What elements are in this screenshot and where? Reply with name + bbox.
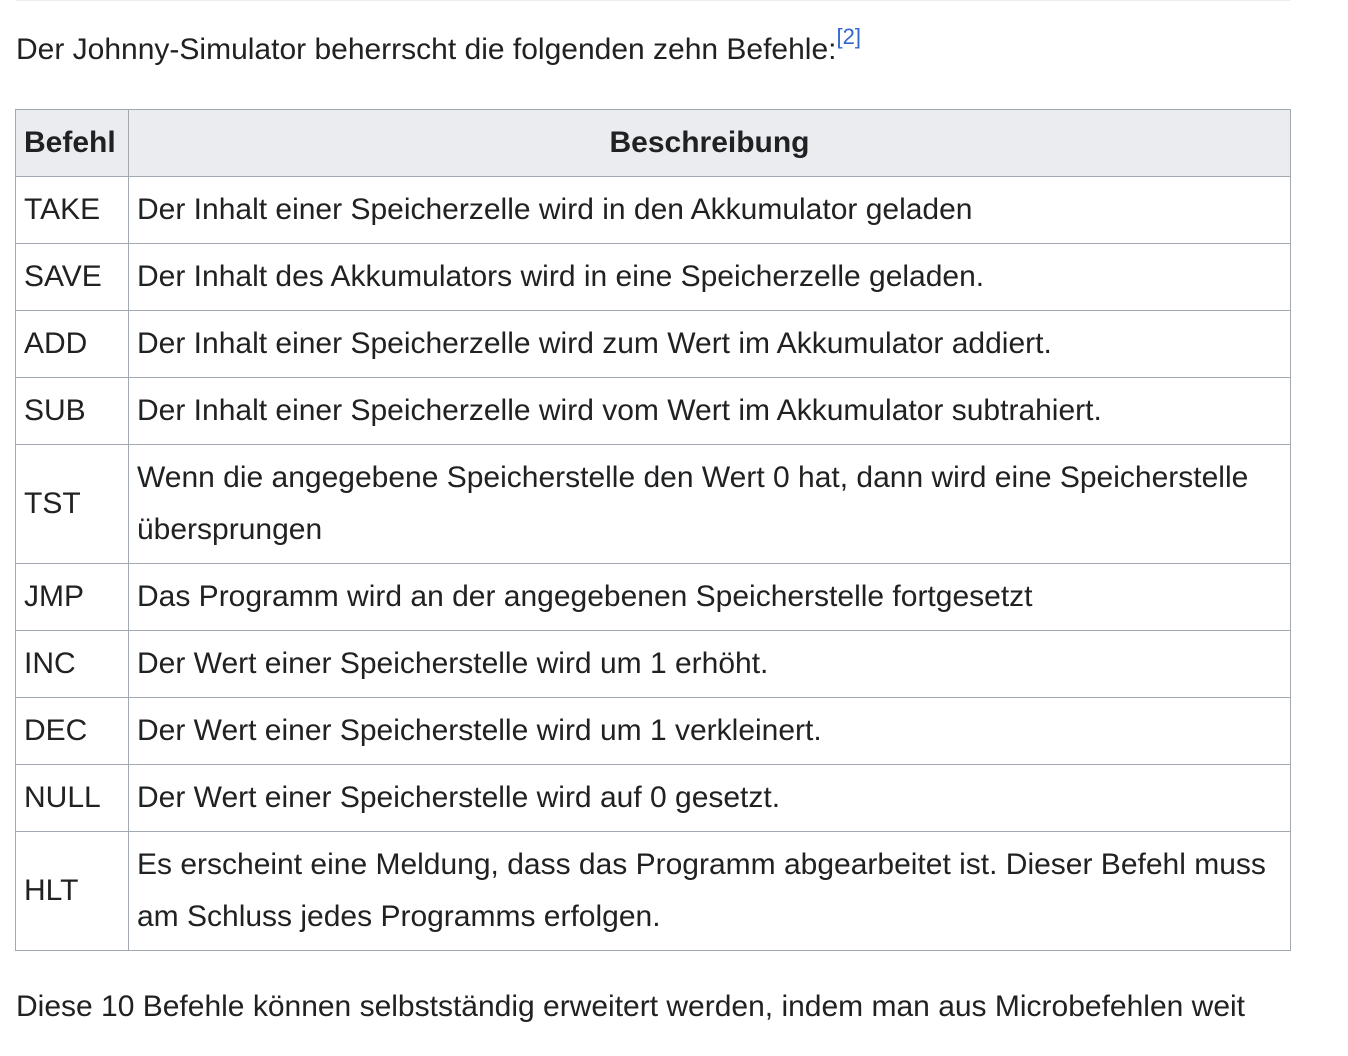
table-row	[16, 698, 1291, 765]
command-description: Es erscheint eine Meldung, dass das Programm abgearbeitet ist. Dieser Befehl muss am Schluss jedes Programms erfolgen.	[129, 832, 1291, 951]
command-name: JMP	[16, 564, 129, 631]
table-row	[16, 445, 1291, 564]
command-description: Der Wert einer Speicherstelle wird um 1 verkleinert.	[129, 698, 1291, 765]
reference-link[interactable]: [2]	[836, 24, 861, 49]
command-description: Der Inhalt einer Speicherzelle wird vom Wert im Akkumulator subtrahiert.	[129, 378, 1291, 445]
header-befehl: Befehl	[16, 110, 129, 177]
command-name: INC	[16, 631, 129, 698]
table-header-row	[16, 110, 1291, 177]
command-name: SAVE	[16, 244, 129, 311]
command-description: Der Inhalt des Akkumulators wird in eine Speicherzelle geladen.	[129, 244, 1291, 311]
command-name: SUB	[16, 378, 129, 445]
outro-paragraph: Diese 10 Befehle können selbstständig erweitert werden, indem man aus Microbefehlen weit	[16, 990, 1246, 1023]
command-name: TST	[16, 445, 129, 564]
section-divider	[16, 0, 1290, 1]
command-description: Das Programm wird an der angegebenen Speicherstelle fortgesetzt	[129, 564, 1291, 631]
table-row	[16, 177, 1291, 244]
header-beschreibung: Beschreibung	[129, 110, 1291, 177]
command-name: ADD	[16, 311, 129, 378]
command-description: Der Inhalt einer Speicherzelle wird zum Wert im Akkumulator addiert.	[129, 311, 1291, 378]
command-description: Wenn die angegebene Speicherstelle den Wert 0 hat, dann wird eine Speicherstelle übersprungen	[129, 445, 1291, 564]
command-description: Der Wert einer Speicherstelle wird auf 0 gesetzt.	[129, 765, 1291, 832]
table-row	[16, 311, 1291, 378]
intro-text: Der Johnny-Simulator beherrscht die folgenden zehn Befehle:	[16, 33, 837, 66]
table-row	[16, 832, 1291, 951]
command-description: Der Inhalt einer Speicherzelle wird in den Akkumulator geladen	[129, 177, 1291, 244]
table-row	[16, 631, 1291, 698]
command-name: DEC	[16, 698, 129, 765]
command-name: HLT	[16, 832, 129, 951]
command-name: NULL	[16, 765, 129, 832]
table-row	[16, 765, 1291, 832]
table-row	[16, 564, 1291, 631]
command-description: Der Wert einer Speicherstelle wird um 1 erhöht.	[129, 631, 1291, 698]
table-row	[16, 378, 1291, 445]
intro-paragraph	[16, 24, 861, 72]
command-table	[15, 109, 1291, 951]
table-row	[16, 244, 1291, 311]
command-name: TAKE	[16, 177, 129, 244]
